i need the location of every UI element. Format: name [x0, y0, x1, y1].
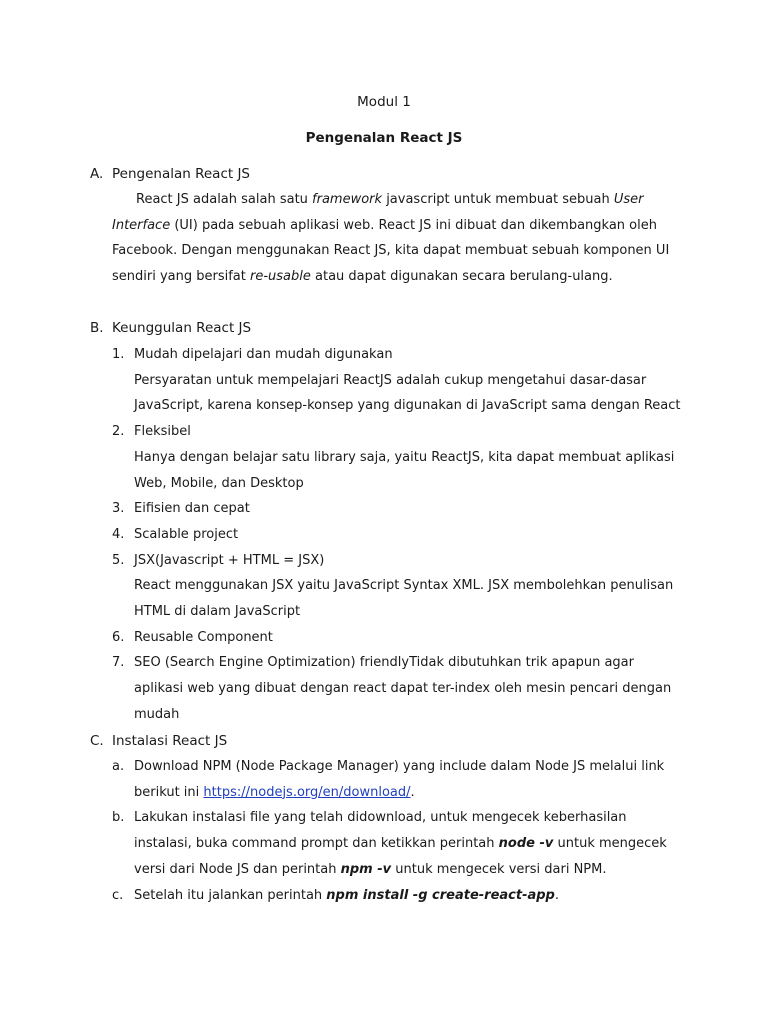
section-c-heading [90, 731, 227, 751]
list-marker: 4. [112, 526, 125, 542]
list-marker: 2. [112, 424, 125, 440]
list-item-desc: Persyaratan untuk mempelajari ReactJS adalah cukup mengetahui dasar-dasar JavaScript, karena konsep-konsep yang digunakan di JavaScript sama dengan React [134, 372, 681, 414]
list-item [112, 342, 687, 419]
list-item [112, 754, 687, 805]
step-text: untuk mengecek versi dari NPM. [391, 861, 607, 877]
section-a-title: Pengenalan React JS [112, 166, 251, 182]
command-text: node -v [498, 836, 554, 852]
list-item-title: Scalable project [134, 526, 239, 542]
section-c-title: Instalasi React JS [112, 733, 228, 749]
para-text: (UI) pada sebuah aplikasi web. React JS ini dibuat dan dikembangkan oleh Facebook. Dengan menggunakan React JS, kita dapat membuat sebuah komponen UI sendiri yang bersifat [112, 217, 670, 285]
section-b-letter: B. [90, 320, 104, 336]
section-b-title: Keunggulan React JS [112, 320, 252, 336]
step-text: Download NPM (Node Package Manager) yang include dalam Node JS melalui link berikut ini [134, 759, 665, 800]
para-text: React JS adalah salah satu [136, 192, 313, 207]
list-item [112, 805, 687, 882]
section-a-paragraph [112, 187, 682, 290]
list-item [112, 522, 687, 548]
list-marker: c. [112, 887, 124, 903]
command-text: npm install -g create-react-app [326, 887, 555, 903]
list-marker: a. [112, 759, 125, 774]
list-item-title: Reusable Component [134, 629, 273, 645]
command-text: npm -v [340, 861, 392, 877]
step-text: . [410, 784, 415, 800]
list-marker: 7. [112, 655, 125, 671]
para-emphasis: framework [312, 192, 383, 207]
list-item-title: SEO (Search Engine Optimization) friendlyTidak dibutuhkan trik apapun agar aplikasi web yang dibuat dengan react dapat ter-index oleh mesin pencari dengan mudah [134, 655, 672, 722]
para-text: atau dapat digunakan secara berulang-ulang. [310, 269, 613, 285]
list-item [112, 883, 687, 909]
list-item [112, 419, 687, 496]
list-marker: 6. [112, 629, 125, 645]
para-emphasis: re-usable [250, 269, 311, 285]
section-a-heading [90, 164, 250, 184]
list-item-title: Fleksibel [134, 424, 191, 440]
list-item [112, 650, 687, 727]
list-marker: 3. [112, 501, 125, 517]
module-label: Modul 1 [357, 94, 411, 110]
section-a-letter: A. [90, 166, 104, 182]
list-item [112, 496, 687, 522]
nodejs-download-link[interactable]: https://nodejs.org/en/download/ [203, 784, 411, 800]
section-c-letter: C. [90, 733, 104, 749]
list-marker: 5. [112, 552, 125, 568]
list-item-desc: React menggunakan JSX yaitu JavaScript Syntax XML. JSX membolehkan penulisan HTML di dalam JavaScript [134, 578, 674, 620]
section-b-heading [90, 318, 251, 338]
list-marker: 1. [112, 347, 125, 362]
list-item-title: Mudah dipelajari dan mudah digunakan [134, 347, 393, 362]
document-title: Pengenalan React JS [305, 130, 463, 146]
list-item-title: JSX(Javascript + HTML = JSX) [134, 552, 325, 568]
list-item [112, 548, 687, 625]
list-item-desc: Hanya dengan belajar satu library saja, yaitu ReactJS, kita dapat membuat aplikasi Web, Mobile, dan Desktop [134, 449, 675, 491]
advantages-list [112, 342, 687, 728]
list-marker: b. [112, 810, 125, 826]
list-item [112, 625, 687, 651]
para-emphasis: User Interface [112, 192, 644, 233]
step-text: Lakukan instalasi file yang telah didownload, untuk mengecek keberhasilan instalasi, buka command prompt dan ketikkan perintah [134, 810, 627, 852]
para-text: javascript untuk membuat sebuah [382, 192, 614, 207]
list-item-title: Eifisien dan cepat [134, 501, 250, 517]
install-steps-list [112, 754, 687, 908]
step-text: . [554, 887, 560, 903]
step-text: untuk mengecek versi dari Node JS dan perintah [134, 836, 667, 877]
step-text: Setelah itu jalankan perintah [134, 887, 327, 903]
